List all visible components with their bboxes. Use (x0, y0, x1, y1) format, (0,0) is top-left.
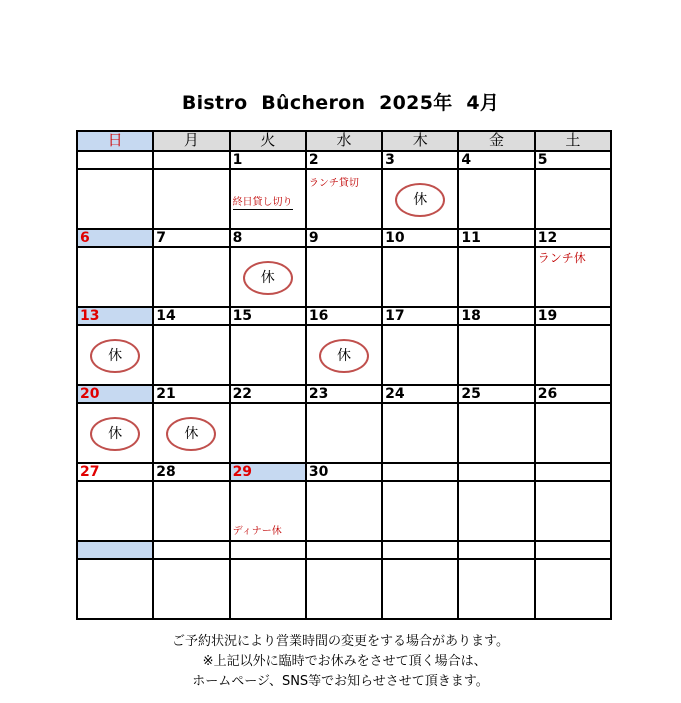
closed-mark: 休 (319, 339, 369, 373)
day-number (382, 463, 458, 481)
grid-line (76, 228, 612, 230)
grid-line (76, 558, 612, 560)
day-number (153, 151, 229, 169)
closed-mark: 休 (395, 183, 445, 217)
grid-line (534, 131, 536, 619)
day-note: 終日貸し切り (233, 193, 293, 210)
day-number (230, 541, 306, 559)
day-number (458, 541, 534, 559)
day-number: 8 (232, 230, 243, 246)
grid-line (76, 306, 612, 308)
day-number: 19 (537, 308, 558, 324)
day-number: 20 (77, 385, 153, 403)
day-number: 12 (537, 230, 558, 246)
day-note: ディナー休 (232, 526, 282, 537)
grid-line (76, 480, 612, 482)
day-number: 23 (308, 386, 329, 402)
day-number (77, 151, 153, 169)
day-number: 9 (308, 230, 319, 246)
day-number (382, 541, 458, 559)
grid-line (76, 540, 612, 542)
grid-line (76, 168, 612, 170)
footer-line-1: ご予約状況により営業時間の変更をする場合があります。 (172, 634, 509, 649)
closed-mark: 休 (90, 417, 140, 451)
day-number: 6 (77, 229, 153, 247)
day-number: 11 (461, 230, 481, 246)
grid-line (76, 131, 78, 619)
closed-mark: 休 (166, 417, 216, 451)
day-number: 13 (77, 307, 153, 325)
footer-line-3: ホームページ、SNS等でお知らせさせて頂きます。 (192, 674, 489, 689)
weekday-header: 月 (153, 131, 229, 151)
day-number (77, 541, 153, 559)
day-note: ランチ貸切 (308, 178, 359, 189)
weekday-header: 火 (230, 131, 306, 151)
grid-line (229, 131, 231, 619)
day-number: 25 (461, 386, 481, 402)
calendar-title: Bistro Bûcheron 2025年 4月 (181, 92, 500, 114)
day-number: 22 (232, 386, 253, 402)
grid-line (381, 131, 383, 619)
day-number: 27 (80, 464, 100, 480)
grid-line (76, 150, 612, 152)
day-number: 24 (385, 386, 405, 402)
grid-line (76, 402, 612, 404)
weekday-header: 日 (77, 131, 153, 151)
day-number: 21 (156, 386, 176, 402)
weekday-header: 土 (535, 131, 611, 151)
grid-line (76, 130, 612, 132)
day-number: 7 (156, 230, 167, 246)
day-number: 14 (156, 308, 176, 324)
weekday-header: 水 (306, 131, 382, 151)
day-number: 5 (537, 152, 548, 168)
day-number: 2 (308, 152, 319, 168)
footer-line-2: ※上記以外に臨時でお休みをさせて頂く場合は、 (194, 654, 487, 669)
day-number: 18 (461, 308, 481, 324)
grid-line (610, 131, 612, 619)
weekday-header: 木 (382, 131, 458, 151)
day-number: 26 (537, 386, 558, 402)
day-number (535, 463, 611, 481)
day-number (458, 463, 534, 481)
grid-line (76, 618, 612, 620)
day-number: 1 (232, 152, 243, 168)
day-number: 28 (156, 464, 176, 480)
day-number: 30 (308, 464, 329, 480)
day-number (306, 541, 382, 559)
weekday-header: 金 (458, 131, 534, 151)
calendar-grid (77, 131, 611, 618)
grid-line (152, 131, 154, 619)
grid-line (76, 324, 612, 326)
day-number: 10 (385, 230, 405, 246)
day-number (535, 541, 611, 559)
grid-line (305, 131, 307, 619)
grid-line (76, 462, 612, 464)
day-number: 16 (308, 308, 329, 324)
grid-line (457, 131, 459, 619)
closed-mark: 休 (90, 339, 140, 373)
grid-line (76, 246, 612, 248)
day-number: 3 (385, 152, 395, 168)
day-note: ランチ休 (537, 251, 586, 265)
day-number: 15 (232, 308, 253, 324)
day-number (153, 541, 229, 559)
closed-mark: 休 (243, 261, 293, 295)
day-number: 17 (385, 308, 405, 324)
day-number: 29 (230, 463, 306, 481)
day-number: 4 (461, 152, 472, 168)
grid-line (76, 384, 612, 386)
